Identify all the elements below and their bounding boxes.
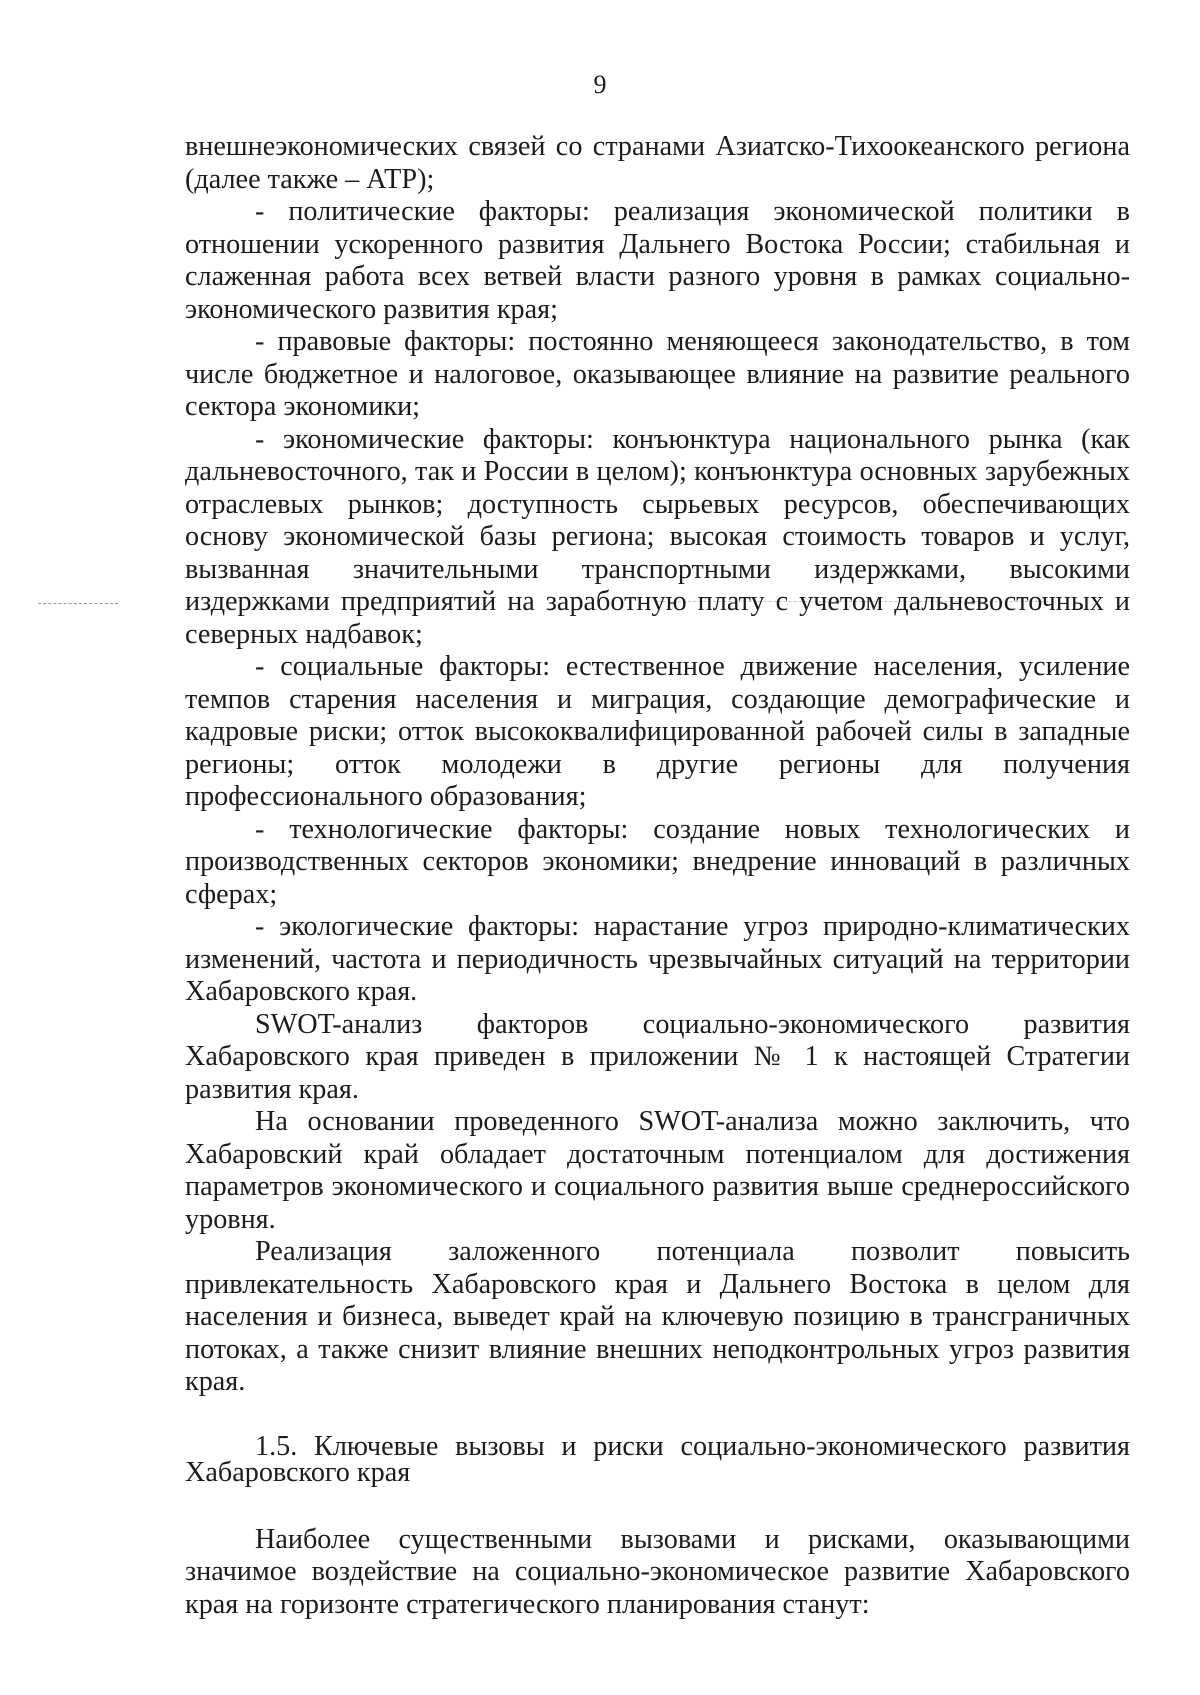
paragraph-economic-factors: - экономические факторы: конъюнктура национального рынка (как дальневосточного, так и России в целом); конъюнктура основных зарубежных отраслевых рынков; доступность сырьевых ресурсов, обеспечивающих основу экономической базы региона; высокая стоимость товаров и услуг, вызванная значительными транспортными издержками, высокими издержками предприятий на заработную плату с учетом дальневосточных и северных надбавок; bbox=[185, 423, 1130, 650]
paragraph-ecological-factors: - экологические факторы: нарастание угроз природно-климатических изменений, частота и периодичность чрезвычайных ситуаций на территории Хабаровского края. bbox=[185, 911, 1130, 1007]
paragraph-key-challenges-intro: Наиболее существенными вызовами и рисками, оказывающими значимое воздействие на социально-экономическое развитие Хабаровского края на горизонте стратегического планирования станут: bbox=[185, 1523, 1130, 1620]
paragraph-social-factors: - социальные факторы: естественное движение населения, усиление темпов старения населения и миграция, создающие демографические и кадровые риски; отток высококвалифицированной рабочей силы в западные регионы; отток молодежи в другие регионы для получения профессионального образования; bbox=[185, 651, 1130, 812]
section-heading: 1.5. Ключевые вызовы и риски социально-экономического развития Хабаровского края bbox=[185, 1430, 1130, 1488]
paragraph-swot-conclusion: На основании проведенного SWOT-анализа можно заключить, что Хабаровский край обладает достаточным потенциалом для достижения параметров экономического и социального развития выше среднероссийского уровня. bbox=[185, 1106, 1130, 1235]
paragraph-technological-factors: - технологические факторы: создание новых технологических и производственных секторов экономики; внедрение инноваций в различных сферах; bbox=[185, 813, 1130, 910]
document-body bbox=[185, 131, 1130, 1621]
paragraph-continuation: внешнеэкономических связей со странами Азиатско-Тихоокеанского региона (далее также – АТР); bbox=[185, 131, 1130, 195]
scan-artifact-left bbox=[38, 603, 118, 605]
page-number: 9 bbox=[593, 70, 607, 99]
paragraph-swot-reference: SWOT-анализ факторов социально-экономического развития Хабаровского края приведен в приложении № 1 к настоящей Стратегии развития края. bbox=[185, 1008, 1130, 1105]
paragraph-potential-realization: Реализация заложенного потенциала позволит повысить привлекательность Хабаровского края и Дальнего Востока в целом для населения и бизнеса, выведет край на ключевую позицию в трансграничных потоках, а также снизит влияние внешних неподконтрольных угроз развития края. bbox=[185, 1236, 1130, 1397]
paragraph-legal-factors: - правовые факторы: постоянно меняющееся законодательство, в том числе бюджетное и налоговое, оказывающее влияние на развитие реального сектора экономики; bbox=[185, 326, 1130, 422]
paragraph-political-factors: - политические факторы: реализация экономической политики в отношении ускоренного развития Дальнего Востока России; стабильная и слаженная работа всех ветвей власти разного уровня в рамках социально-экономического развития края; bbox=[185, 196, 1130, 325]
